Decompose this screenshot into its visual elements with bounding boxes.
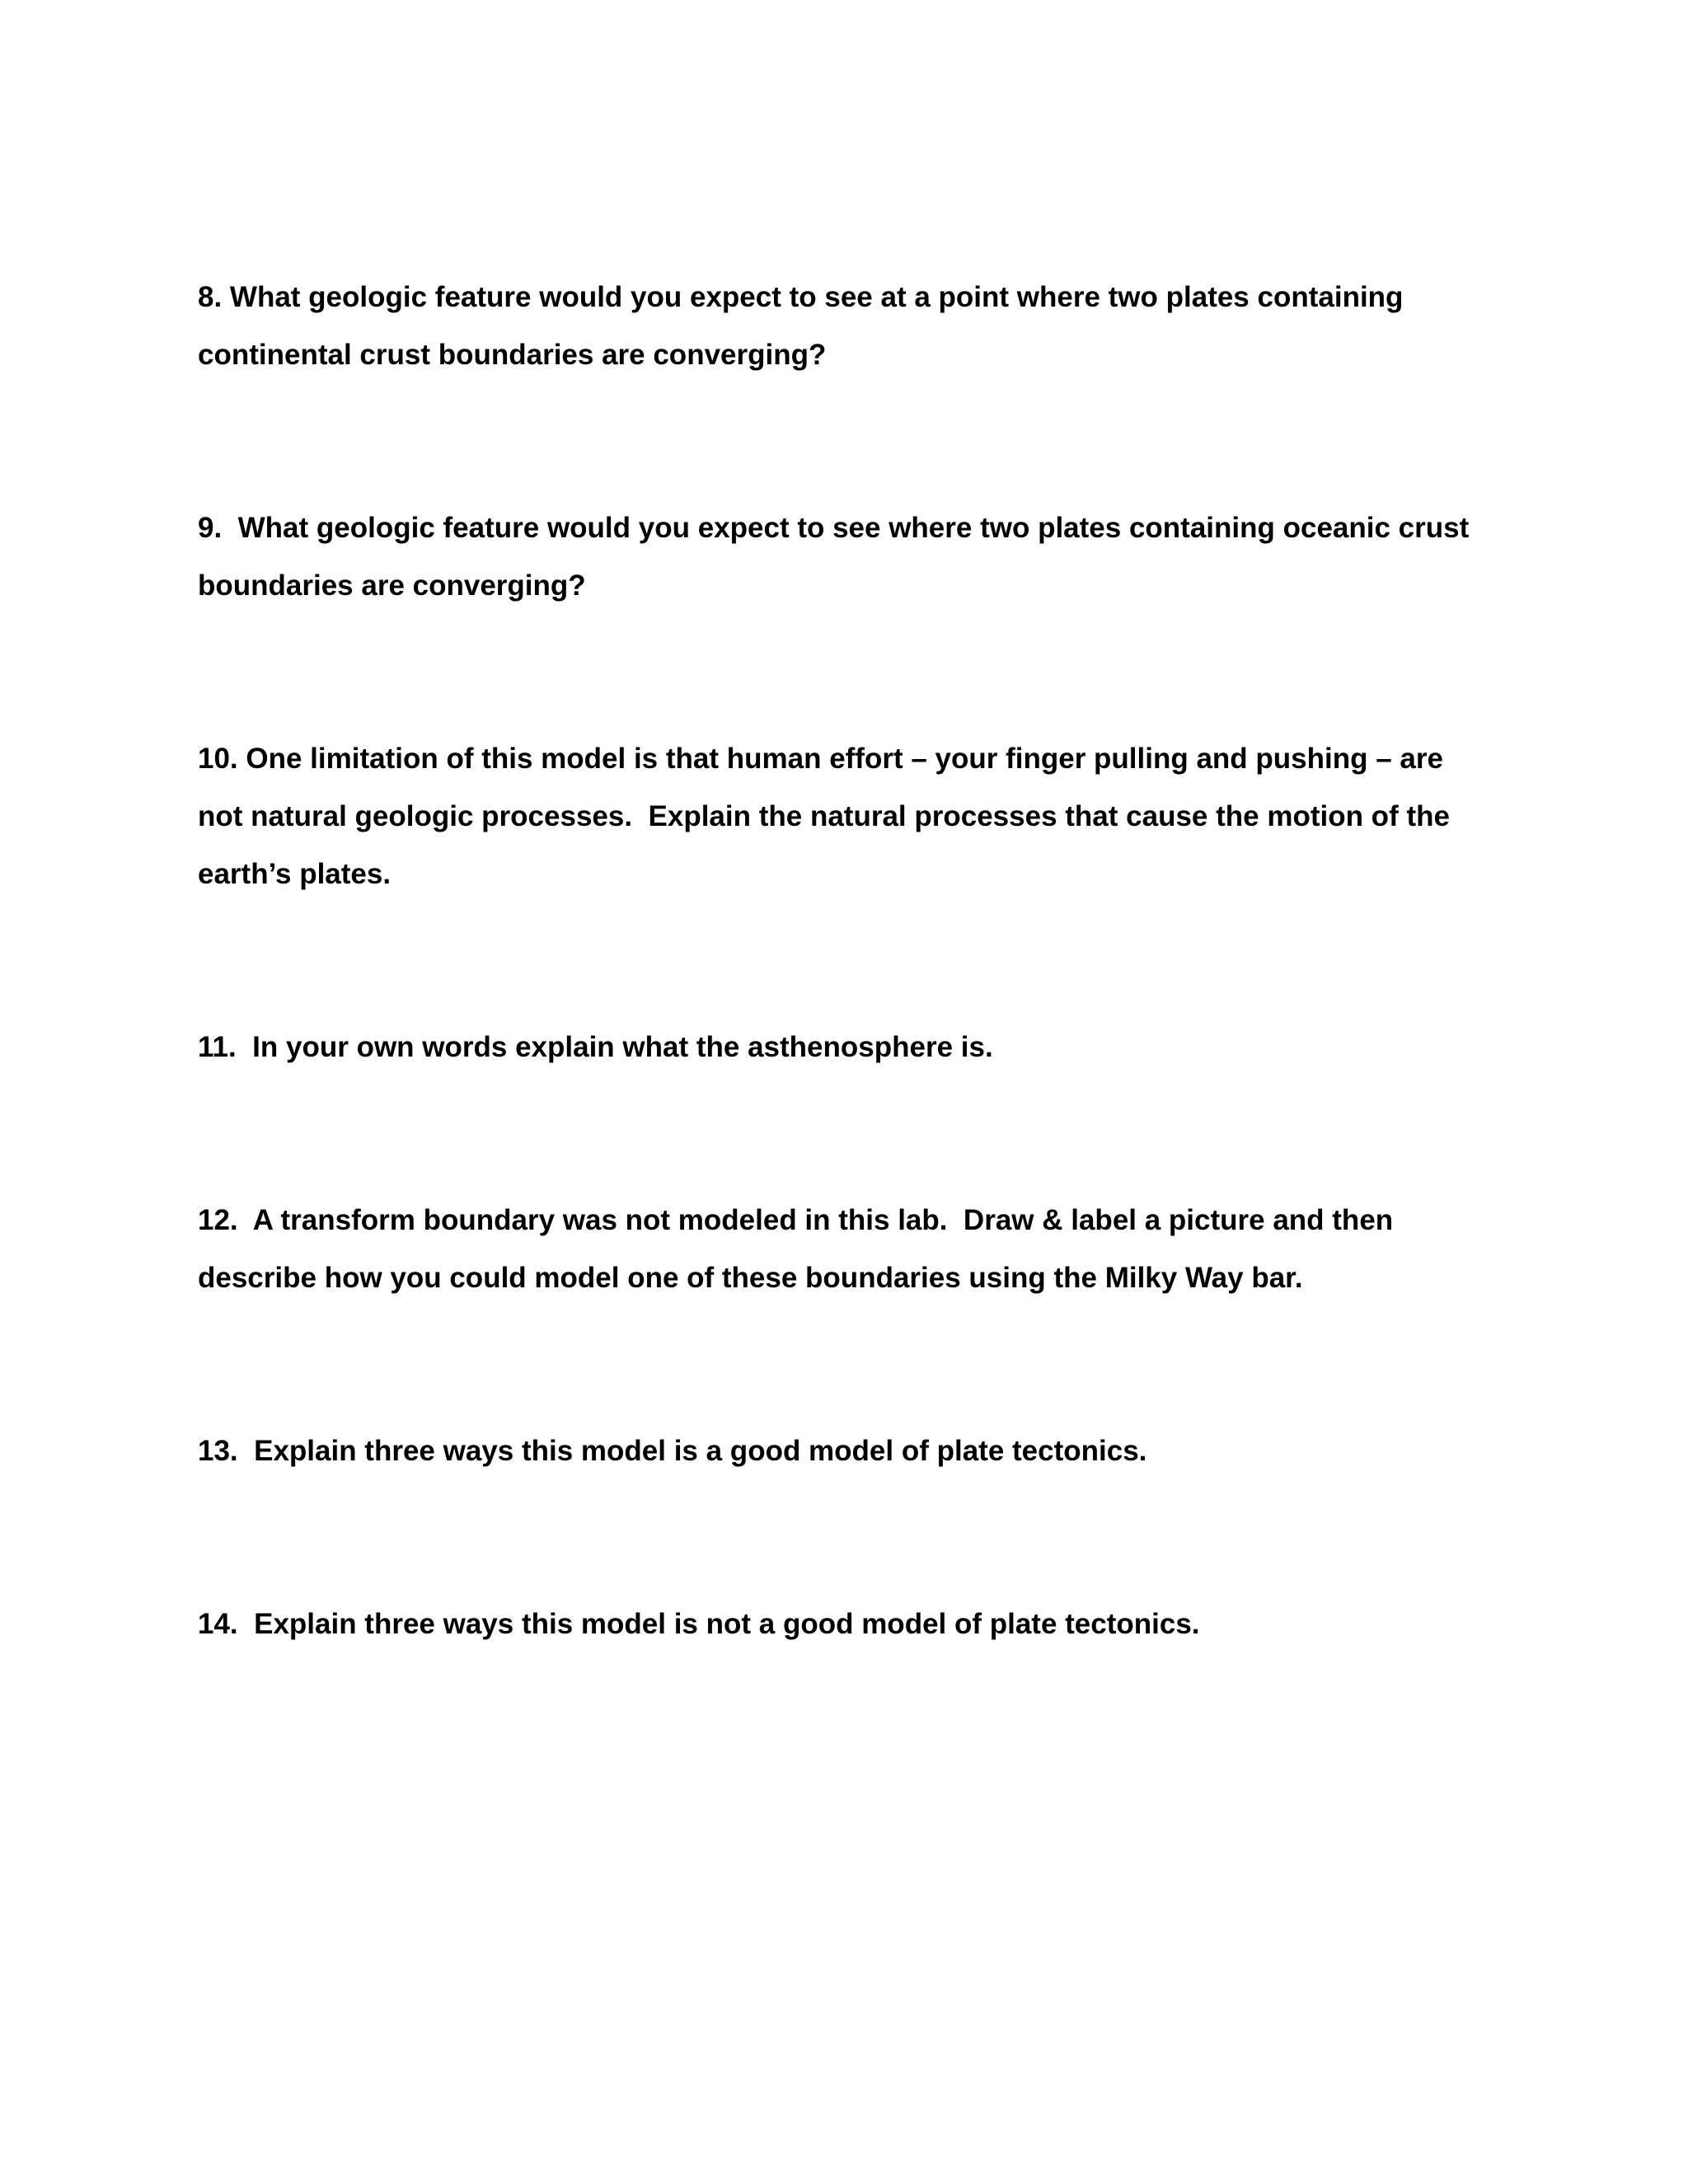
question-8: 8. What geologic feature would you expect to see at a point where two plates containing continental crust boundaries are converging?	[198, 281, 1412, 371]
question-9: 9. What geologic feature would you expect to see where two plates containing oceanic crust boundaries are converging?	[198, 512, 1477, 602]
question-10: 10. One limitation of this model is that human effort – your finger pulling and pushing – are not natural geologic processes. Explain the natural processes that cause the motion of the earth’s plates.	[198, 743, 1458, 890]
question-12: 12. A transform boundary was not modeled in this lab. Draw & label a picture and then describe how you could model one of these boundaries using the Milky Way bar.	[198, 1204, 1401, 1294]
question-13: 13. Explain three ways this model is a good model of plate tectonics.	[198, 1435, 1147, 1467]
question-list	[198, 153, 1484, 1769]
question-11: 11. In your own words explain what the asthenosphere is.	[198, 1031, 993, 1063]
question-14: 14. Explain three ways this model is not a good model of plate tectonics.	[198, 1608, 1200, 1640]
